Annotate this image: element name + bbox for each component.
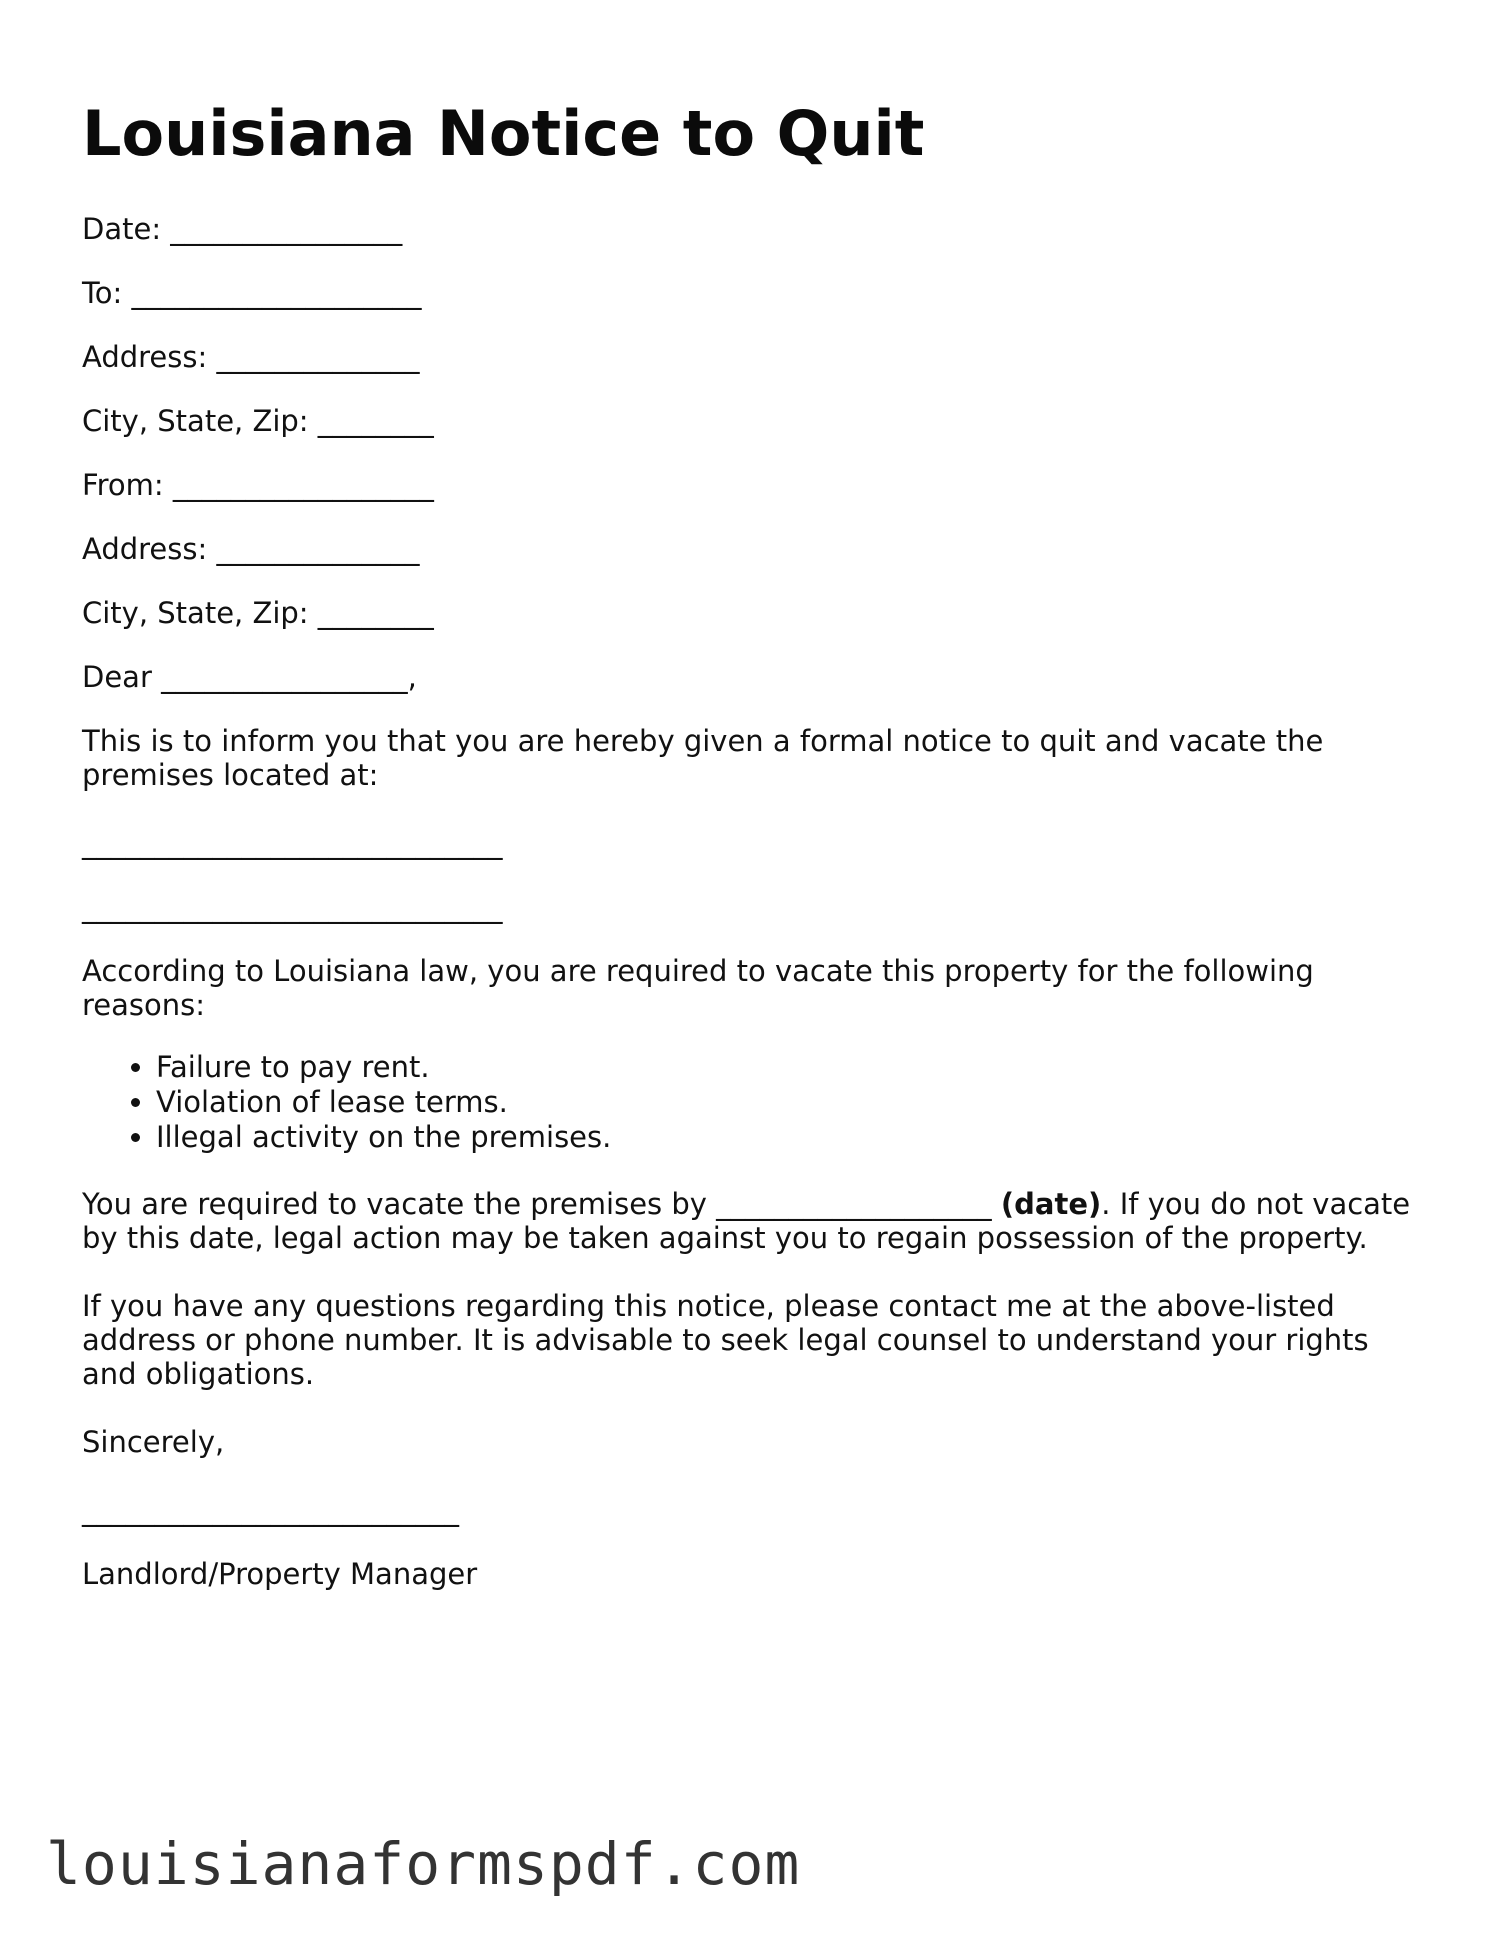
reasons-list	[82, 1050, 1412, 1155]
from-field: From: __________________	[82, 468, 434, 503]
document	[82, 97, 1412, 1625]
from-city-state-zip-field: City, State, Zip: ________	[82, 596, 434, 631]
watermark: louisianaformspdf.com	[46, 1830, 801, 1898]
page-title: Louisiana Notice to Quit	[82, 97, 925, 170]
closing: Sincerely,	[82, 1425, 225, 1460]
signatory-title: Landlord/Property Manager	[82, 1557, 478, 1592]
premises-line-1: _____________________________	[82, 826, 503, 861]
signature-line: __________________________	[82, 1493, 459, 1528]
intro-paragraph: This is to inform you that you are hereby given a formal notice to quit and vacate the premises located at:	[82, 724, 1324, 793]
reason-item: • Violation of lease terms.	[156, 1085, 1412, 1120]
from-address-field: Address: ______________	[82, 532, 420, 567]
vacate-paragraph	[82, 1187, 1412, 1255]
date-label: (date)	[1000, 1187, 1102, 1222]
reason-item: • Illegal activity on the premises.	[156, 1120, 1412, 1155]
vacate-text-post: . If you do not vacate by this date, legal action may be taken against you to regain possession of the property.	[82, 1187, 1411, 1256]
to-address-field: Address: ______________	[82, 340, 420, 375]
date-field: Date: ________________	[82, 212, 403, 247]
vacate-text-pre: You are required to vacate the premises by ___________________	[82, 1187, 1001, 1222]
premises-line-2: _____________________________	[82, 890, 503, 925]
reason-item: • Failure to pay rent.	[156, 1050, 1412, 1085]
questions-paragraph: If you have any questions regarding this notice, please contact me at the above-listed address or phone number. It is advisable to seek legal counsel to understand your rights and obligations.	[82, 1289, 1369, 1392]
salutation: Dear _________________,	[82, 660, 417, 695]
to-city-state-zip-field: City, State, Zip: ________	[82, 404, 434, 439]
to-field: To: ____________________	[82, 276, 422, 311]
reasons-intro: According to Louisiana law, you are required to vacate this property for the following reasons:	[82, 954, 1314, 1023]
